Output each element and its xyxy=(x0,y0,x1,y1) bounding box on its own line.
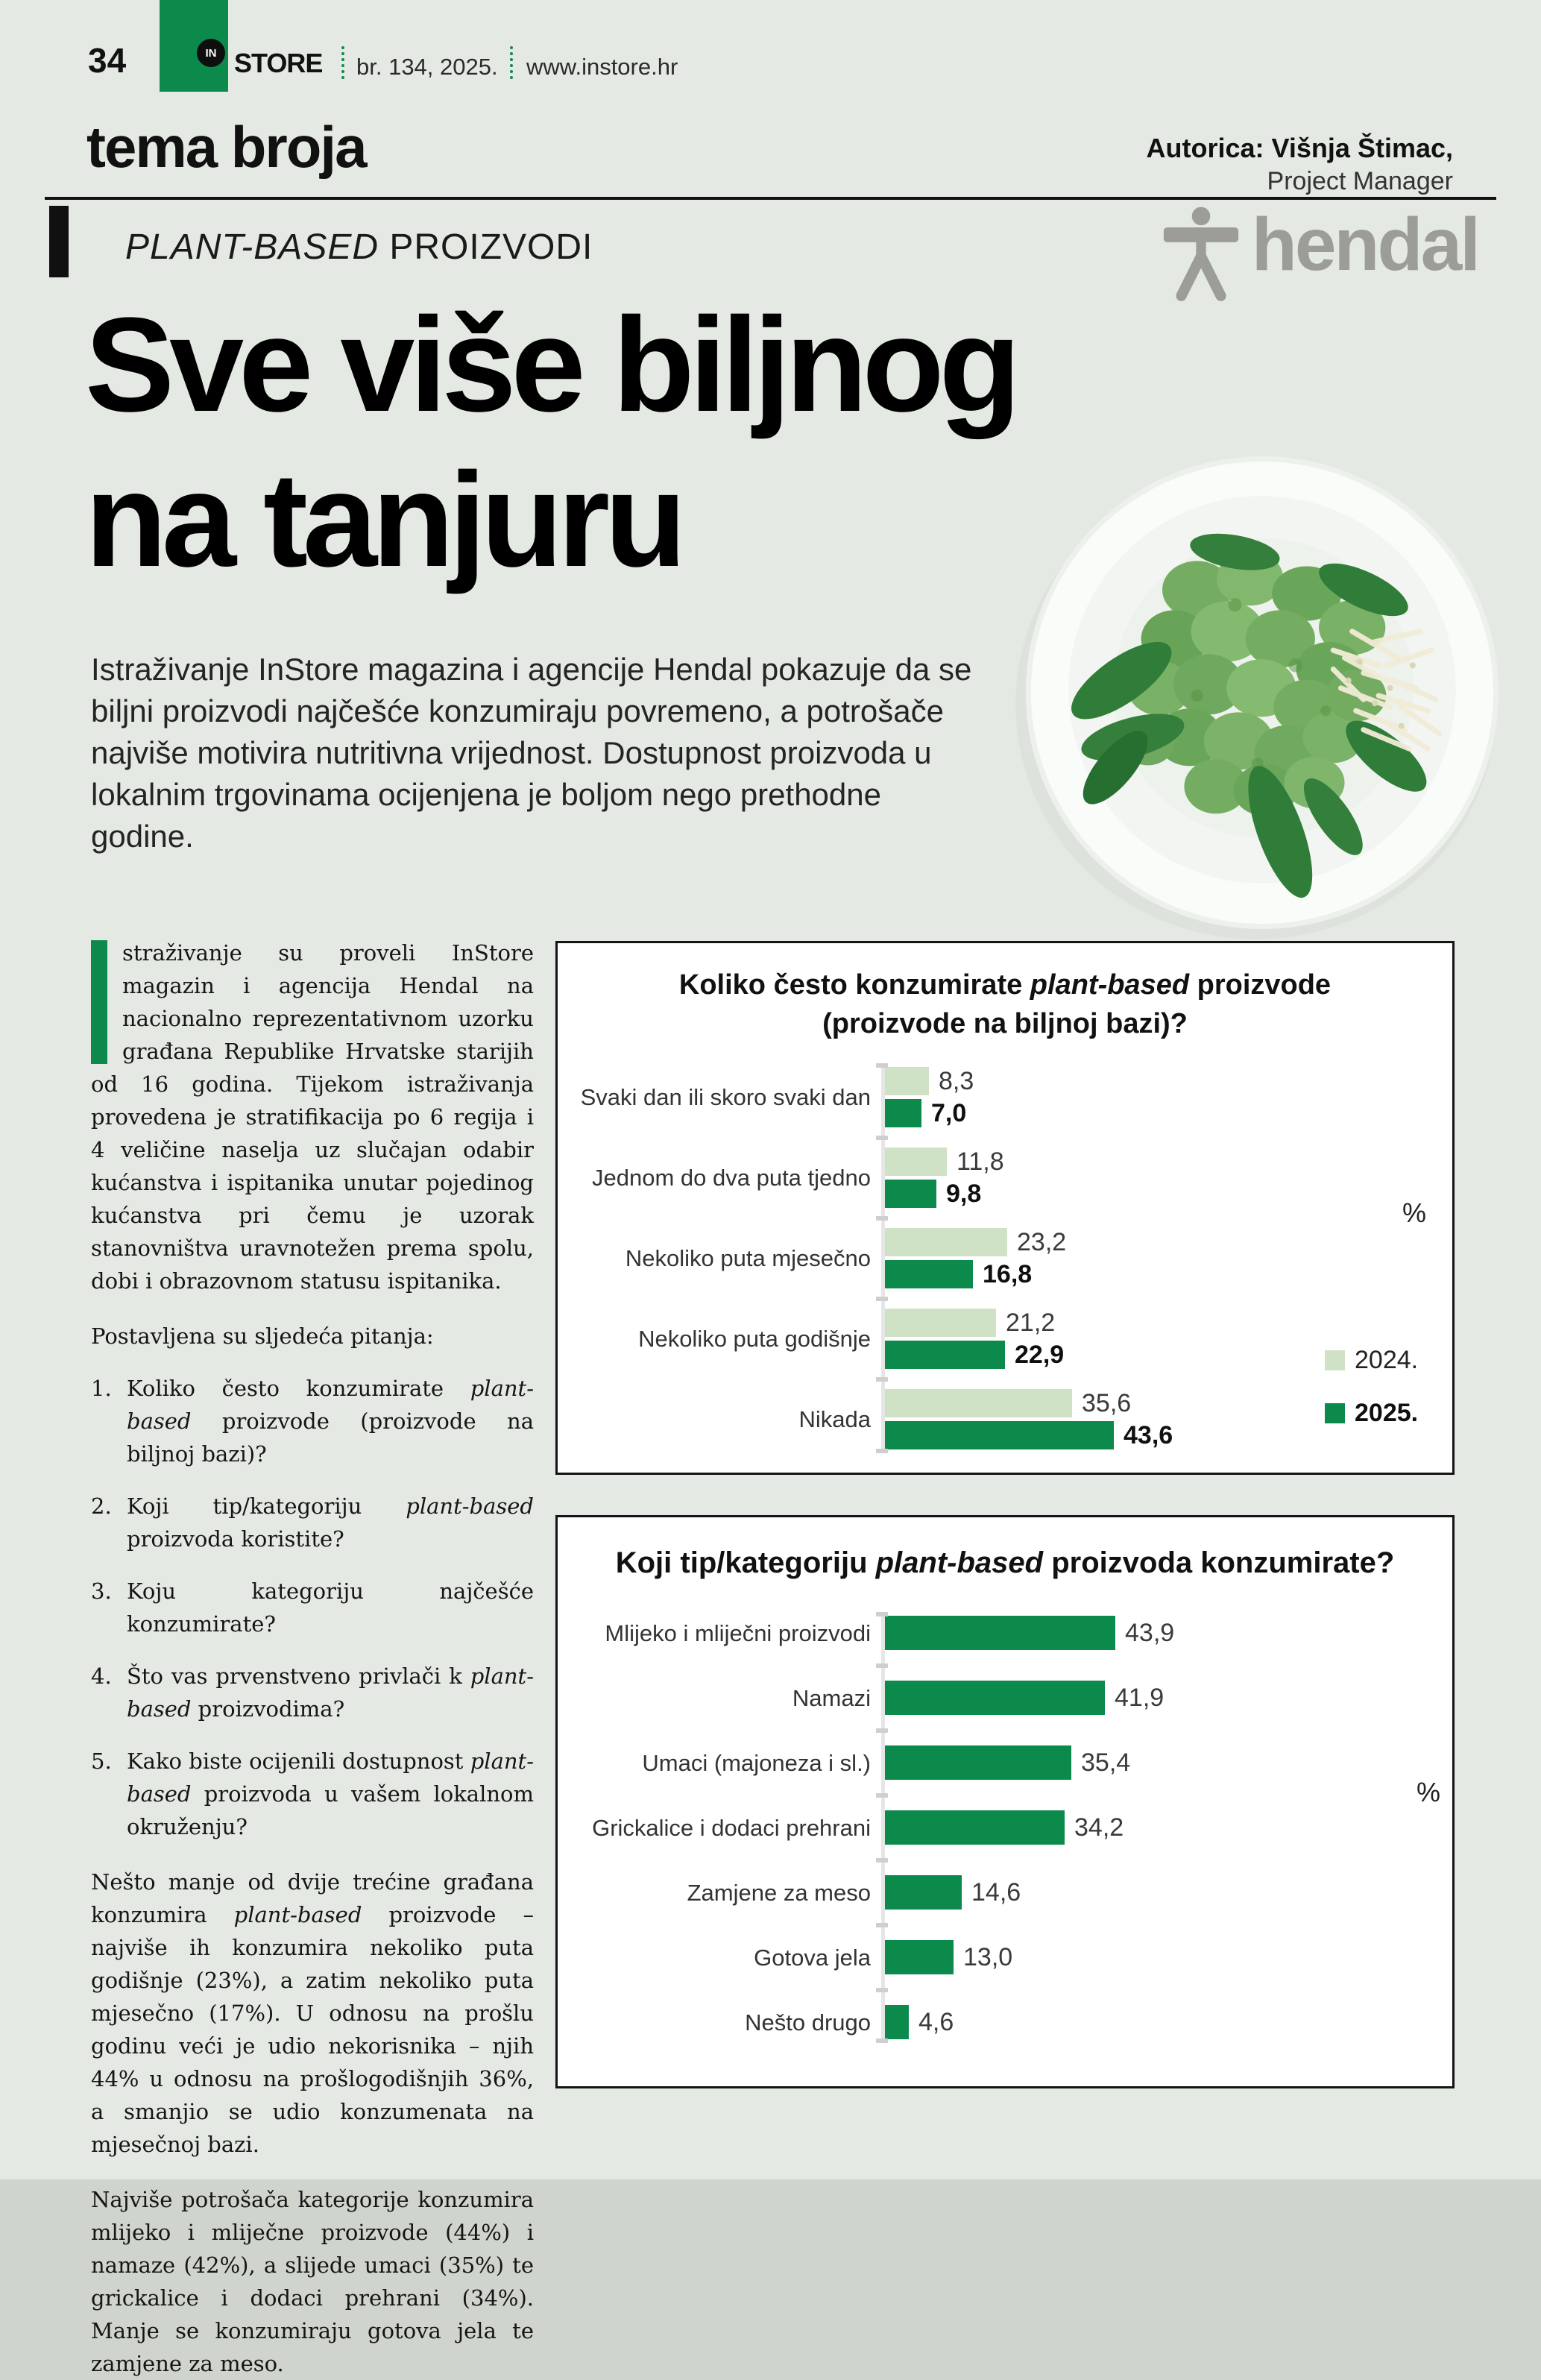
chart-row xyxy=(558,2005,1452,2039)
value-label: 16,8 xyxy=(983,1260,1033,1288)
category-label: Svaki dan ili skoro svaki dan xyxy=(580,1084,871,1110)
bar-group xyxy=(871,1228,1066,1288)
question-text: Kako biste ocijenili dostupnost plant-based proizvoda u vašem lokalnom okruženju? xyxy=(127,1748,534,1839)
category-label: Grickalice i dodaci prehrani xyxy=(592,1814,871,1841)
bar-2024 xyxy=(885,1148,947,1176)
bar-group xyxy=(871,1389,1173,1449)
dotted-divider xyxy=(510,46,513,79)
category-label: Nekoliko puta godišnje xyxy=(638,1326,871,1352)
question-number: 2. xyxy=(91,1493,112,1519)
question-number: 5. xyxy=(91,1748,112,1774)
unit-label: % xyxy=(1416,1777,1441,1807)
author-name: Autorica: Višnja Štimac, xyxy=(1146,133,1453,163)
value-label: 14,6 xyxy=(971,1878,1021,1907)
questions-list xyxy=(91,1372,534,1843)
issue-number: br. 134, 2025. xyxy=(356,54,498,80)
value-label: 34,2 xyxy=(1074,1813,1124,1842)
axis-tick xyxy=(876,1793,888,1798)
chart-legend xyxy=(1325,1346,1418,1452)
category-label: Gotova jela xyxy=(754,1944,871,1971)
instore-logo-text: STORE xyxy=(234,48,323,78)
question-number: 1. xyxy=(91,1376,112,1401)
bar-group xyxy=(871,1875,1021,1910)
question-number: 3. xyxy=(91,1578,112,1604)
axis-tick xyxy=(876,1858,888,1863)
axis-tick xyxy=(876,1728,888,1733)
unit-label: % xyxy=(1402,1197,1427,1228)
kicker-bar xyxy=(49,206,69,277)
value-label: 21,2 xyxy=(1006,1309,1056,1337)
bar-group xyxy=(871,1067,974,1127)
chart-row xyxy=(558,1681,1452,1715)
value-label: 35,4 xyxy=(1081,1748,1131,1777)
chart-axis xyxy=(881,1612,885,2043)
hendal-person-icon xyxy=(1162,206,1240,301)
bar-2025 xyxy=(885,1341,1005,1369)
bar-2024 xyxy=(885,1067,929,1095)
chart-row xyxy=(558,1067,1452,1127)
bar-2025 xyxy=(885,1745,1071,1780)
legend-label: 2024. xyxy=(1355,1346,1419,1374)
question-item xyxy=(91,1745,534,1843)
chart-categories-box xyxy=(555,1515,1455,2088)
headline-line2: na tanjuru xyxy=(85,445,682,595)
axis-tick xyxy=(876,1063,888,1068)
author-block xyxy=(1147,131,1453,198)
chart-row xyxy=(558,1940,1452,1974)
question-number: 4. xyxy=(91,1663,112,1689)
category-label: Nešto drugo xyxy=(745,2009,871,2036)
axis-tick xyxy=(876,1449,888,1453)
drop-cap-bar xyxy=(91,940,107,1064)
value-label: 4,6 xyxy=(918,2008,954,2036)
instore-in-logo-icon: IN xyxy=(197,39,225,67)
kicker-text: PLANT-BASED PROIZVODI xyxy=(125,227,593,267)
bar-2025 xyxy=(885,1260,973,1288)
paragraph-text: straživanje su proveli InStore magazin i agencija Hendal na nacionalno reprezentativnom uzorku građana Republike Hrvatske starijih od 16 godina. Tijekom istraživanja provedena je stratifikacija po 6 regija i 4 veličine naselja uz slučajan odabir kućanstva i ispitanika unutar pojedinog kućanstva pri čemu je uzorak stanovništva uravnotežen prema spolu, dobi i obrazovnom statusu ispitanika. xyxy=(91,940,534,1294)
bar-group xyxy=(871,1148,1004,1208)
page-number: 34 xyxy=(88,41,127,80)
category-label: Mlijeko i mliječni proizvodi xyxy=(605,1619,871,1646)
hendal-logo xyxy=(1162,203,1478,301)
food-photo xyxy=(1008,438,1522,953)
axis-tick xyxy=(876,1612,888,1616)
value-label: 41,9 xyxy=(1115,1684,1165,1712)
bar-2025 xyxy=(885,1099,921,1127)
value-label: 7,0 xyxy=(931,1099,967,1127)
bar-2025 xyxy=(885,1940,954,1974)
chart-row xyxy=(558,1389,1452,1449)
chart-row xyxy=(558,1810,1452,1845)
legend-item-2024 xyxy=(1325,1346,1418,1375)
question-item xyxy=(91,1575,534,1640)
chart-row xyxy=(558,1745,1452,1780)
axis-tick xyxy=(876,1923,888,1927)
bar-2025 xyxy=(885,1681,1105,1715)
body-paragraph: Najviše potrošača kategorije konzumira mlijeko i mliječne proizvode (44%) i namaze (42%), a slijede umaci (35%) te grickalice i dodaci prehrani (34%). Manje se konzumiraju gotova jela te zamjene za meso. xyxy=(91,2187,534,2376)
chart-title-line1: Koliko često konzumirate plant-based proizvode xyxy=(678,969,1332,1001)
chart-plot-area xyxy=(558,1067,1452,1449)
chart-plot-area xyxy=(558,1616,1452,2039)
value-label: 13,0 xyxy=(963,1943,1013,1971)
chart-title xyxy=(558,966,1452,1043)
body-paragraph xyxy=(91,936,534,1297)
bar-group xyxy=(871,1940,1012,1974)
article-headline xyxy=(85,288,1015,598)
axis-tick xyxy=(876,1988,888,1992)
category-label: Jednom do dva puta tjedno xyxy=(592,1165,871,1191)
category-label: Nekoliko puta mjesečno xyxy=(625,1245,871,1271)
chart-row xyxy=(558,1616,1452,1650)
bar-2024 xyxy=(885,1228,1007,1256)
axis-tick xyxy=(876,1377,888,1382)
axis-tick xyxy=(876,1216,888,1221)
bar-2025 xyxy=(885,1421,1114,1449)
legend-swatch-2024 xyxy=(1325,1350,1345,1370)
legend-swatch-2025 xyxy=(1325,1403,1345,1423)
hendal-logo-text: hendal xyxy=(1251,203,1478,286)
chart-title-line2: (proizvode na biljnoj bazi)? xyxy=(822,1008,1188,1039)
value-label: 11,8 xyxy=(957,1148,1004,1176)
article-body xyxy=(91,936,534,2380)
bar-2025 xyxy=(885,1180,936,1208)
value-label: 23,2 xyxy=(1017,1228,1067,1256)
value-label: 22,9 xyxy=(1015,1341,1065,1369)
bar-group xyxy=(871,1309,1064,1369)
legend-item-2025 xyxy=(1325,1399,1418,1428)
question-item xyxy=(91,1660,534,1725)
legend-label: 2025. xyxy=(1355,1399,1419,1427)
value-label: 8,3 xyxy=(939,1067,974,1095)
axis-tick xyxy=(876,1663,888,1668)
question-text: Koliko često konzumirate plant-based proizvode (proizvode na biljnoj bazi)? xyxy=(127,1376,534,1467)
category-label: Namazi xyxy=(792,1684,871,1711)
question-text: Koji tip/kategoriju plant-based proizvoda koristite? xyxy=(127,1493,534,1552)
category-label: Nikada xyxy=(798,1406,871,1432)
axis-tick xyxy=(876,1136,888,1140)
value-label: 43,6 xyxy=(1124,1421,1173,1449)
category-label: Umaci (majoneza i sl.) xyxy=(642,1749,871,1776)
chart-axis xyxy=(881,1063,885,1453)
question-item xyxy=(91,1490,534,1555)
bar-2025 xyxy=(885,1616,1115,1650)
chart-rows xyxy=(558,1616,1452,2039)
question-item xyxy=(91,1372,534,1470)
value-label: 9,8 xyxy=(946,1180,982,1208)
bar-group xyxy=(871,1616,1174,1650)
questions-intro: Postavljena su sljedeća pitanja: xyxy=(91,1323,434,1349)
section-title: tema broja xyxy=(86,114,366,180)
chart-row xyxy=(558,1228,1452,1288)
bar-2025 xyxy=(885,2005,909,2039)
chart-frequency-box xyxy=(555,941,1455,1475)
value-label: 43,9 xyxy=(1125,1619,1175,1647)
article-intro: Istraživanje InStore magazina i agencije Hendal pokazuje da se biljni proizvodi najčešće konzumiraju povremeno, a potrošače najviše motivira nutritivna vrijednost. Dostupnost proizvoda u lokalnim trgovinama ocijenjena je boljom nego prethodne godine. xyxy=(91,652,972,854)
chart-row xyxy=(558,1148,1452,1208)
axis-tick xyxy=(876,1297,888,1301)
chart-row xyxy=(558,1309,1452,1369)
bar-2025 xyxy=(885,1810,1065,1845)
question-text: Što vas prvenstveno privlači k plant-based proizvodima? xyxy=(127,1663,534,1722)
chart-title-line1: Koji tip/kategoriju plant-based proizvoda konzumirate? xyxy=(615,1546,1395,1579)
author-role: Project Manager xyxy=(1267,167,1453,195)
bar-2024 xyxy=(885,1309,996,1337)
bar-2025 xyxy=(885,1875,962,1910)
category-label: Zamjene za meso xyxy=(687,1879,871,1906)
chart-rows xyxy=(558,1067,1452,1449)
chart-row xyxy=(558,1875,1452,1910)
bar-group xyxy=(871,1810,1124,1845)
body-paragraph: Nešto manje od dvije trećine građana konzumira plant-based proizvode – najviše ih konzumira nekoliko puta godišnje (23%), a zatim nekoliko puta mjesečno (17%). U odnosu na prošlu godinu veći je udio nekorisnika – njih 44% u odnosu na prošlogodišnjih 36%, a smanjio se udio konzumenata na mjesečnoj bazi. xyxy=(91,1869,535,2157)
headline-line1: Sve više biljnog xyxy=(85,290,1016,440)
dotted-divider xyxy=(341,46,344,79)
axis-tick xyxy=(876,2039,888,2043)
bar-group xyxy=(871,1745,1130,1780)
value-label: 35,6 xyxy=(1082,1389,1132,1417)
question-text: Koju kategoriju najčešće konzumirate? xyxy=(127,1578,534,1637)
website-url: www.instore.hr xyxy=(526,54,678,80)
bar-group xyxy=(871,1681,1164,1715)
horizontal-rule xyxy=(45,197,1496,200)
chart-title xyxy=(558,1543,1452,1583)
bar-2024 xyxy=(885,1389,1072,1417)
